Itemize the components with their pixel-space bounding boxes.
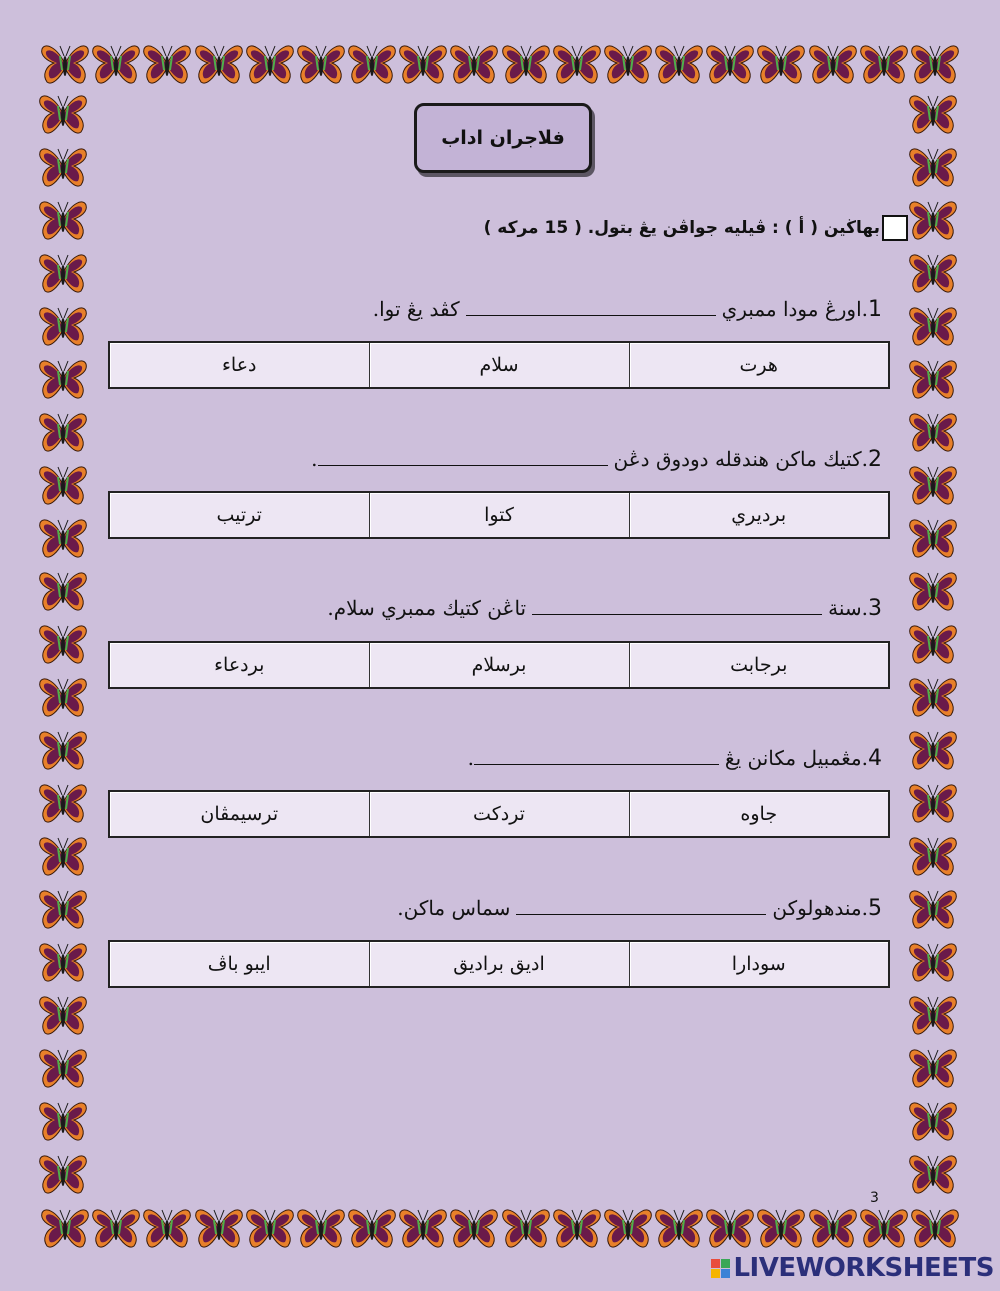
option-cell[interactable]: برديري (629, 492, 889, 538)
top-border (40, 42, 960, 86)
butterfly-icon (808, 1206, 858, 1250)
butterfly-icon (91, 1206, 141, 1250)
option-cell[interactable]: ترسيمڤان (109, 791, 369, 837)
butterfly-icon (552, 1206, 602, 1250)
butterfly-icon (38, 92, 88, 136)
question-3 (327, 596, 882, 621)
question-text-after: كڤد يڠ توا. (372, 297, 460, 321)
butterfly-icon (398, 1206, 448, 1250)
options-table-3 (108, 641, 890, 689)
option-cell[interactable]: دعاء (109, 342, 369, 388)
butterfly-icon (908, 781, 958, 825)
butterfly-icon (501, 42, 551, 86)
question-text-after: سماس ماكن. (397, 896, 511, 920)
butterfly-icon (38, 993, 88, 1037)
butterfly-icon (654, 1206, 704, 1250)
question-text-after: . (467, 746, 474, 770)
option-cell[interactable]: هرت (629, 342, 889, 388)
question-number: 4 (868, 746, 882, 771)
butterfly-icon (38, 516, 88, 560)
butterfly-icon (194, 1206, 244, 1250)
option-cell[interactable]: اديق براديق (369, 941, 629, 987)
answer-blank[interactable] (516, 900, 766, 915)
liveworksheets-logo (711, 1259, 730, 1278)
butterfly-icon (908, 622, 958, 666)
butterfly-icon (194, 42, 244, 86)
right-border (908, 92, 960, 1196)
butterfly-icon (859, 42, 909, 86)
question-text-before: .مڠمبيل مكانن يڠ (724, 746, 868, 770)
butterfly-icon (449, 42, 499, 86)
butterfly-icon (142, 42, 192, 86)
answer-blank[interactable] (318, 451, 608, 466)
butterfly-icon (908, 145, 958, 189)
question-number: 1 (868, 297, 882, 322)
butterfly-icon (603, 42, 653, 86)
question-1 (373, 297, 882, 322)
butterfly-icon (908, 940, 958, 984)
butterfly-icon (347, 1206, 397, 1250)
butterfly-icon (705, 1206, 755, 1250)
section-label: بهاڬين ( أ ) : ڤيليه جواڤن يڠ بتول. ( 15 مركه ) (483, 218, 880, 238)
butterfly-icon (38, 251, 88, 295)
butterfly-icon (40, 42, 90, 86)
butterfly-icon (398, 42, 448, 86)
butterfly-icon (142, 1206, 192, 1250)
options-table-2 (108, 491, 890, 539)
butterfly-icon (449, 1206, 499, 1250)
butterfly-icon (756, 1206, 806, 1250)
butterfly-icon (38, 834, 88, 878)
butterfly-icon (908, 463, 958, 507)
question-text-before: .سنة (828, 596, 868, 620)
butterfly-icon (756, 42, 806, 86)
left-border (38, 92, 90, 1196)
answer-blank[interactable] (474, 750, 719, 765)
question-number: 3 (868, 596, 882, 621)
answer-blank[interactable] (466, 301, 716, 316)
butterfly-icon (910, 42, 960, 86)
question-text-after: تاڠن كتيك ممبري سلام. (327, 596, 527, 620)
butterfly-icon (908, 92, 958, 136)
question-text-after: . (311, 447, 318, 471)
question-5 (397, 896, 882, 921)
question-4 (468, 746, 882, 771)
question-text-before: .اورڠ مودا ممبري (721, 297, 868, 321)
butterfly-icon (908, 1152, 958, 1196)
options-table-5 (108, 940, 890, 988)
section-heading (484, 208, 908, 248)
butterfly-icon (38, 357, 88, 401)
butterfly-icon (603, 1206, 653, 1250)
question-number: 2 (868, 447, 882, 472)
butterfly-icon (908, 569, 958, 613)
option-cell[interactable]: سودارا (629, 941, 889, 987)
butterfly-icon (908, 834, 958, 878)
butterfly-icon (908, 1099, 958, 1143)
question-2 (311, 447, 882, 472)
butterfly-icon (245, 1206, 295, 1250)
butterfly-icon (38, 887, 88, 931)
butterfly-icon (38, 198, 88, 242)
butterfly-icon (908, 516, 958, 560)
butterfly-icon (908, 251, 958, 295)
option-cell[interactable]: ايبو باڤ (109, 941, 369, 987)
bottom-border (40, 1206, 960, 1250)
butterfly-icon (808, 42, 858, 86)
butterfly-icon (908, 887, 958, 931)
option-cell[interactable]: برسلام (369, 642, 629, 688)
butterfly-icon (245, 42, 295, 86)
butterfly-icon (296, 42, 346, 86)
question-text-before: .مندهولوكن (772, 896, 868, 920)
answer-blank[interactable] (532, 600, 822, 615)
butterfly-icon (908, 304, 958, 348)
butterfly-icon (908, 357, 958, 401)
butterfly-icon (38, 145, 88, 189)
page-number: 3 (870, 1190, 879, 1206)
butterfly-icon (38, 940, 88, 984)
butterfly-icon (38, 569, 88, 613)
butterfly-icon (501, 1206, 551, 1250)
butterfly-icon (347, 42, 397, 86)
option-cell[interactable]: ترتيب (109, 492, 369, 538)
butterfly-icon (908, 675, 958, 719)
butterfly-icon (38, 728, 88, 772)
question-number: 5 (868, 896, 882, 921)
brand-name: LIVEWORKSHEETS (733, 1253, 994, 1283)
butterfly-icon (859, 1206, 909, 1250)
butterfly-icon (38, 781, 88, 825)
option-cell[interactable]: جاوه (629, 791, 889, 837)
butterfly-icon (91, 42, 141, 86)
butterfly-icon (38, 1046, 88, 1090)
page-title: فلاجران اداب (414, 103, 592, 173)
option-cell[interactable]: بردعاء (109, 642, 369, 688)
butterfly-icon (908, 993, 958, 1037)
options-table-4 (108, 790, 890, 838)
option-cell[interactable]: كتوا (369, 492, 629, 538)
option-cell[interactable]: تردكت (369, 791, 629, 837)
butterfly-icon (38, 675, 88, 719)
butterfly-icon (38, 1099, 88, 1143)
butterfly-icon (38, 463, 88, 507)
liveworksheets-brand[interactable] (711, 1253, 994, 1283)
butterfly-icon (908, 198, 958, 242)
options-table-1 (108, 341, 890, 389)
butterfly-icon (38, 1152, 88, 1196)
butterfly-icon (908, 410, 958, 454)
butterfly-icon (38, 622, 88, 666)
butterfly-icon (654, 42, 704, 86)
butterfly-icon (38, 304, 88, 348)
butterfly-icon (38, 410, 88, 454)
butterfly-icon (705, 42, 755, 86)
butterfly-icon (296, 1206, 346, 1250)
butterfly-icon (908, 1046, 958, 1090)
butterfly-icon (910, 1206, 960, 1250)
question-text-before: .كتيك ماكن هندقله دودوق دڠن (613, 447, 868, 471)
butterfly-icon (552, 42, 602, 86)
checkbox-icon[interactable] (882, 215, 908, 241)
option-cell[interactable]: برجابت (629, 642, 889, 688)
butterfly-icon (40, 1206, 90, 1250)
option-cell[interactable]: سلام (369, 342, 629, 388)
butterfly-icon (908, 728, 958, 772)
